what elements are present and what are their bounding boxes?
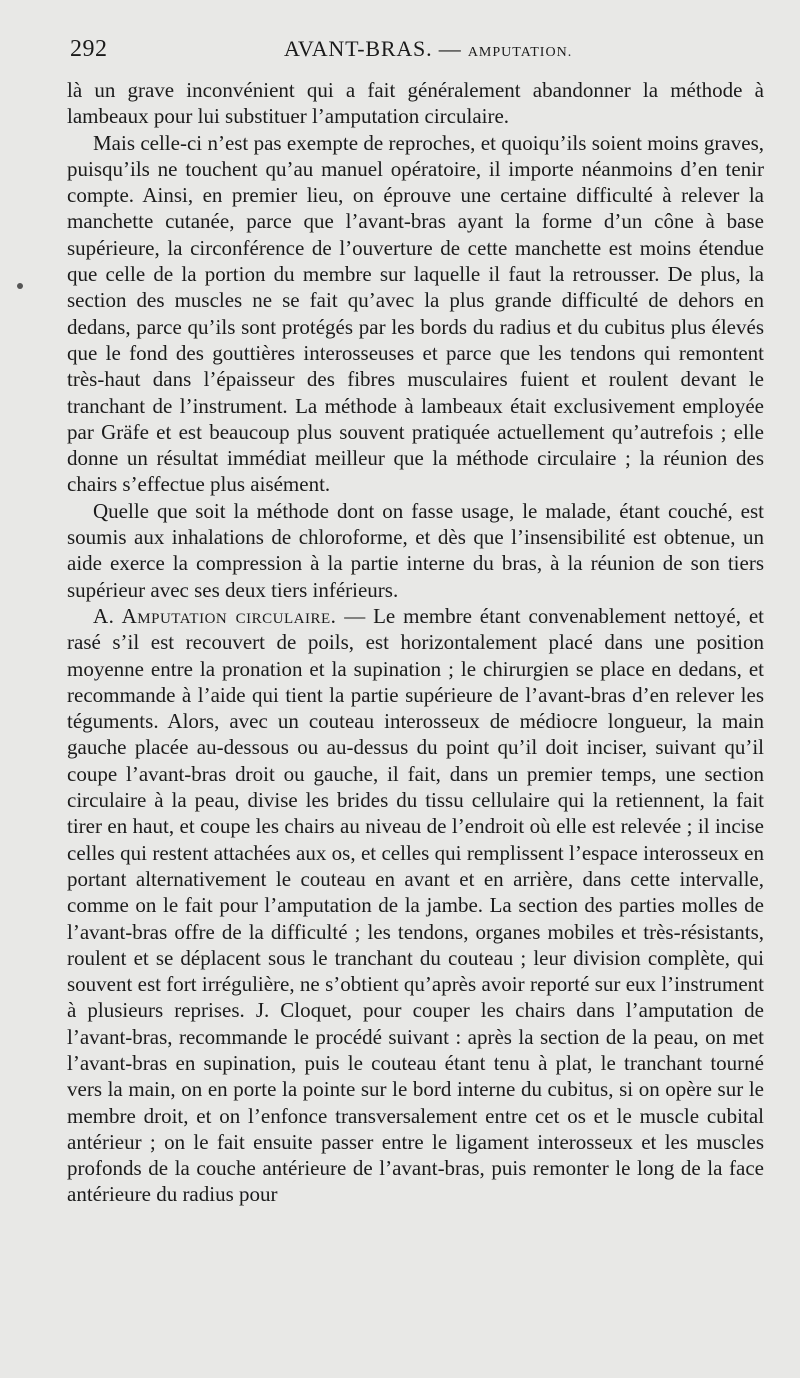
page-number: 292	[70, 36, 108, 62]
running-head-main: AVANT-BRAS. —	[284, 36, 462, 61]
running-head	[284, 36, 572, 62]
section-heading: A. Amputation circulaire.	[93, 603, 337, 628]
page-header	[70, 36, 770, 72]
paragraph-4-text: — Le membre étant convenablement nettoyé, et rasé s’il est recouvert de poils, est horizontalement placé dans une position moyenne entre la pronation et la supination ; le chirurgien se place en dedans, et recommande à l’aide qui tient la partie supérieure de l’avant-bras d’en relever les téguments. Alors, avec un couteau interosseux de médiocre longueur, la main gauche placée au-dessous ou au-dessus du point qu’il doit inciser, suivant qu’il coupe l’avant-bras droit ou gauche, il fait, dans un premier temps, une section circulaire à la peau, divise les brides du tissu cellulaire qui la retiennent, la fait tirer en haut, et coupe les chairs au niveau de l’endroit où elle est relevée ; il incise celles qui restent attachées aux os, et celles qui remplissent l’espace interosseux en portant alternativement le couteau en avant et en arrière, dans cette intervalle, comme on le fait pour l’amputation de la jambe. La section des parties molles de l’avant-bras offre de la difficulté ; les tendons, organes mobiles et très-résistants, roulent et se déplacent sous le tranchant du couteau ; leur division complète, qui souvent est fort irrégulière, ne s’obtient qu’après avoir reporté sur eux l’instrument à plusieurs reprises. J. Cloquet, pour couper les chairs dans l’amputation de l’avant-bras, recommande le procédé suivant : après la section de la peau, on met l’avant-bras en supination, puis le couteau étant tenu à plat, le tranchant tourné vers la main, on en porte la pointe sur le bord interne du cubitus, si on opère sur le membre droit, et on l’enfonce transversalement entre cet os et le muscle cubital antérieur ; on le fait ensuite passer entre le ligament interosseux et les muscles profonds de la couche antérieure de l’avant-bras, puis remonter le long de la face antérieure du radius pour	[67, 603, 765, 1207]
ink-speck	[17, 283, 23, 289]
paragraph-4	[67, 603, 764, 1208]
running-head-sub: AMPUTATION.	[467, 45, 573, 60]
paragraph-3: Quelle que soit la méthode dont on fasse usage, le malade, étant couché, est soumis aux inhalations de chloroforme, et dès que l’insensibilité est obtenue, un aide exerce la compression à la partie interne du bras, à la réunion de son tiers supérieur avec ses deux tiers inférieurs.	[67, 498, 764, 602]
body-text	[67, 77, 764, 1208]
paragraph-1: là un grave inconvénient qui a fait généralement abandonner la méthode à lambeaux pour lui substituer l’amputation circulaire.	[67, 78, 764, 129]
paragraph-2: Mais celle-ci n’est pas exempte de reproches, et quoiqu’ils soient moins graves, puisqu’ils ne touchent qu’au manuel opératoire, il importe néanmoins d’en tenir compte. Ainsi, en premier lieu, on éprouve une certaine difficulté à relever la manchette cutanée, parce que l’avant-bras ayant la forme d’un cône à base supérieure, la circonférence de l’ouverture de cette manchette est moins étendue que celle de la portion du membre sur laquelle il faut la retrousser. De plus, la section des muscles ne se fait qu’avec la plus grande difficulté de dehors en dedans, parce qu’ils sont protégés par les bords du radius et du cubitus plus élevés que le fond des gouttières interosseuses et parce que les tendons qui remontent très-haut dans l’épaisseur des fibres musculaires fuient et roulent devant le tranchant de l’instrument. La méthode à lambeaux était exclusivement employée par Gräfe et est beaucoup plus souvent pratiquée actuellement qu’autrefois ; elle donne un résultat immédiat meilleur que la méthode circulaire ; la réunion des chairs s’effectue plus aisément.	[67, 130, 764, 497]
